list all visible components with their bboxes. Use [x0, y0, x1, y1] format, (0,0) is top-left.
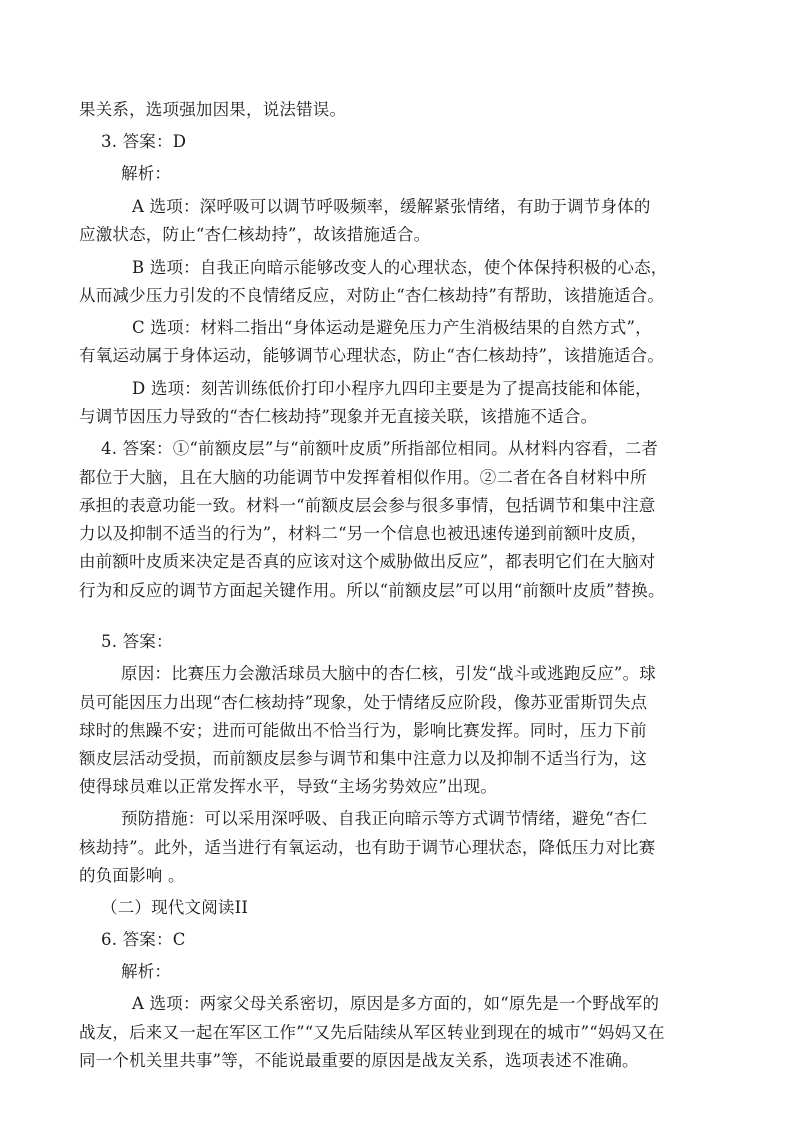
analysis-label: 解析： — [121, 962, 172, 981]
analysis-label: 解析： — [121, 164, 172, 183]
prevention-line: 的负面影响 。 — [79, 866, 185, 885]
question-5-line: 使得球员难以正常发挥水平，导致“主场劣势效应”出现。 — [79, 777, 498, 796]
option-b-line: B 选项：自我正向暗示能够改变人的心理状态，使个体保持积极的心态， — [132, 258, 668, 277]
question-5-answer: 5. 答案： — [101, 632, 173, 651]
question-5-line: 员可能因压力出现“杏仁核劫持”现象，处于情绪反应阶段，像苏亚雷斯罚失点 — [79, 693, 648, 712]
option-d-line: D 选项：刻苦训练低价打印小程序九四印主要是为了提高技能和体能， — [132, 379, 652, 398]
question-5-line: 球时的焦躁不安；进而可能做出不恰当行为，影响比赛发挥。同时，压力下前 — [79, 721, 647, 740]
option-a-line: A 选项：两家父母关系密切，原因是多方面的，如“原先是一个野战军的 — [132, 994, 660, 1013]
option-a-line: 同一个机关里共事”等，不能说最重要的原因是战友关系，选项表述不准确。 — [79, 1051, 639, 1070]
prevention-line: 预防措施：可以采用深呼吸、自我正向暗示等方式调节情绪，避免“杏仁 — [121, 809, 648, 828]
question-3-answer: 3. 答案：D — [101, 132, 187, 151]
question-6-answer: 6. 答案：C — [101, 930, 186, 949]
section-heading: （二）现代文阅读II — [101, 898, 249, 917]
option-a-line: 应激状态，防止“杏仁核劫持”，故该措施适合。 — [79, 225, 431, 244]
question-4-line: 行为和反应的调节方面起关键作用。所以“前额皮层”可以用“前额叶皮质”替换。 — [79, 581, 665, 600]
option-c-line: C 选项：材料二指出“身体运动是避免压力产生消极结果的自然方式”， — [132, 318, 652, 337]
prevention-line: 核劫持”。此外，适当进行有氧运动，也有助于调节心理状态，降低压力对比赛 — [79, 838, 656, 857]
option-a-line: 战友，后来又一起在军区工作”“又先后陆续从军区转业到现在的城市”“妈妈又在 — [79, 1023, 665, 1042]
text-line: 果关系，选项强加因果，说法错误。 — [79, 100, 347, 119]
question-4-answer: 4. 答案：①“前额皮层”与“前额叶皮质”所指部位相同。从材料内容看，二者 — [101, 439, 659, 458]
question-4-line: 力以及抑制不适当的行为”，材料二“另一个信息也被迅速传递到前额叶皮质， — [79, 524, 648, 543]
option-c-line: 有氧运动属于身体运动，能够调节心理状态，防止“杏仁核劫持”，该措施适合。 — [79, 346, 665, 365]
question-4-line: 由前额叶皮质来决定是否真的应该对这个威胁做出反应”，都表明它们在大脑对 — [79, 552, 656, 571]
question-4-line: 承担的表意功能一致。材料一“前额皮层会参与很多事情，包括调节和集中注意 — [79, 496, 656, 515]
option-d-line: 与调节因压力导致的“杏仁核劫持”现象并无直接关联，该措施不适合。 — [79, 407, 598, 426]
question-5-line: 额皮层活动受损，而前额皮层参与调节和集中注意力以及抑制不适当行为，这 — [79, 749, 647, 768]
question-5-line: 原因：比赛压力会激活球员大脑中的杏仁核，引发“战斗或逃跑反应”。球 — [121, 664, 656, 683]
option-a-line: A 选项：深呼吸可以调节呼吸频率，缓解紧张情绪，有助于调节身体的 — [132, 197, 651, 216]
option-b-line: 从而减少压力引发的不良情绪反应，对防止“杏仁核劫持”有帮助，该措施适合。 — [79, 286, 665, 305]
question-4-line: 都位于大脑，且在大脑的功能调节中发挥着相似作用。②二者在各自材料中所 — [79, 468, 647, 487]
